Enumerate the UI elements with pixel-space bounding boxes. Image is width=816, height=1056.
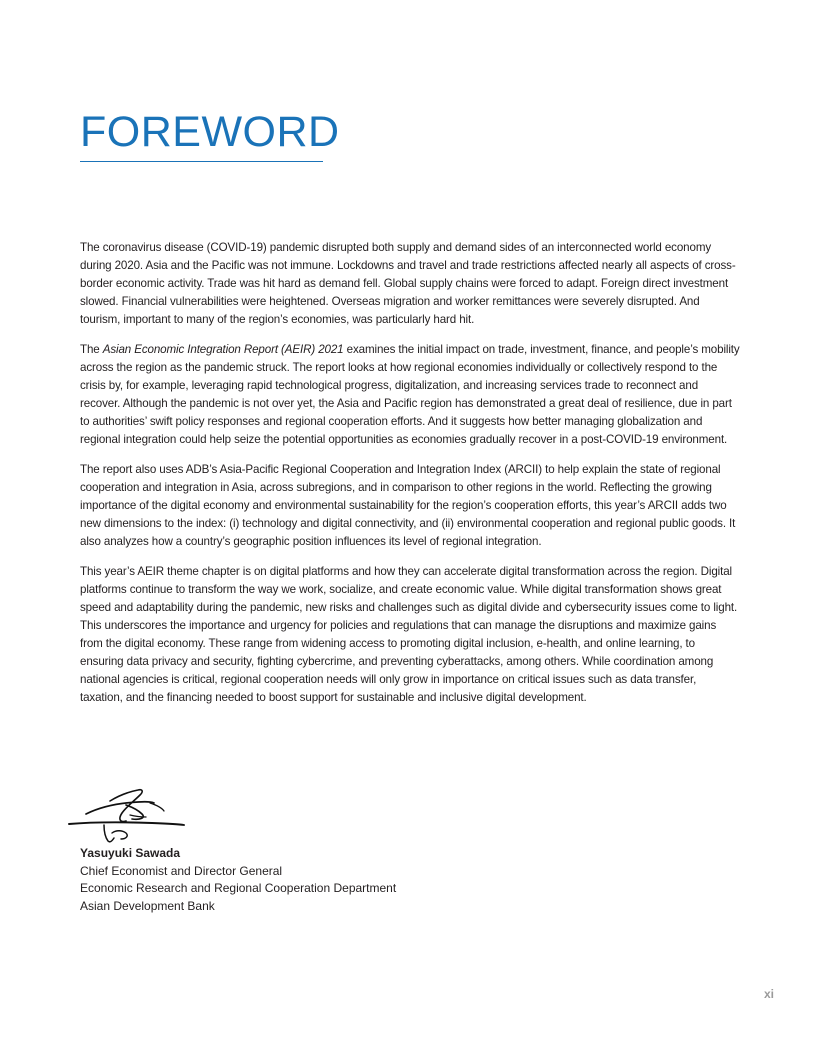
- signatory-organization: Asian Development Bank: [80, 898, 215, 913]
- signatory-name: Yasuyuki Sawada: [80, 846, 181, 860]
- signatory-block: [80, 845, 396, 915]
- title-underline: [80, 161, 323, 162]
- foreword-body: [80, 239, 740, 719]
- report-title: Asian Economic Integration Report (AEIR) 2021: [102, 343, 344, 356]
- signatory-title: Chief Economist and Director General: [80, 863, 283, 878]
- paragraph-2-rest: examines the initial impact on trade, investment, finance, and people’s mobility across the region as the pandemic struck. The report looks at how regional economies individually or collectively respond to the crisis by, for example, leveraging rapid technological progress, digitalization, and increasing services trade to reconnect and recover. Although the pandemic is not over yet, the Asia and Pacific region has demonstrated a great deal of resilience, due in part to authorities’ swift policy responses and regional cooperation efforts. And it suggests how better managing globalization and regional integration could help seize the potential opportunities as economies gradually recover in a post-COVID-19 environment.: [80, 343, 740, 446]
- signature-icon: [66, 783, 188, 847]
- paragraph-1: The coronavirus disease (COVID-19) pandemic disrupted both supply and demand sides of an interconnected world economy during 2020. Asia and the Pacific was not immune. Lockdowns and travel and trade restrictions affected nearly all aspects of cross-border economic activity. Trade was hit hard as demand fell. Global supply chains were forced to adapt. Foreign direct investment slowed. Financial vulnerabilities were heightened. Overseas migration and worker remittances were severely disrupted. And tourism, important to many of the region’s economies, was particularly hard hit.: [80, 241, 736, 326]
- signatory-department: Economic Research and Regional Cooperation Department: [80, 881, 397, 895]
- page-title: FOREWORD: [80, 108, 340, 156]
- paragraph-2: [80, 341, 740, 449]
- page-number: xi: [763, 987, 774, 1001]
- paragraph-3: The report also uses ADB’s Asia-Pacific Regional Cooperation and Integration Index (ARCII) to help explain the state of regional cooperation and integration in Asia, across subregions, and in comparison to other regions in the world. Reflecting the growing importance of the digital economy and environmental sustainability for the region’s cooperation efforts, this year’s ARCII adds two new dimensions to the index: (i) technology and digital connectivity, and (ii) environmental cooperation and regional public goods. It also analyzes how a country’s geographic position influences its level of regional integration.: [80, 463, 736, 548]
- paragraph-2-lead: The: [80, 343, 103, 356]
- paragraph-4: This year’s AEIR theme chapter is on digital platforms and how they can accelerate digital transformation across the region. Digital platforms continue to transform the way we work, socialize, and create economic value. While digital transformation shows great speed and adaptability during the pandemic, new risks and challenges such as digital divide and cybersecurity issues come to light. This underscores the importance and urgency for policies and regulations that can manage the disruptions and maximize gains from the digital economy. These range from widening access to promoting digital inclusion, e-health, and online learning, to ensuring data privacy and security, fighting cybercrime, and preventing cyberattacks, among others. While coordination among national agencies is critical, regional cooperation needs will only grow in importance on critical issues such as data transfer, taxation, and the financing needed to boost support for sustainable and inclusive digital development.: [80, 565, 738, 704]
